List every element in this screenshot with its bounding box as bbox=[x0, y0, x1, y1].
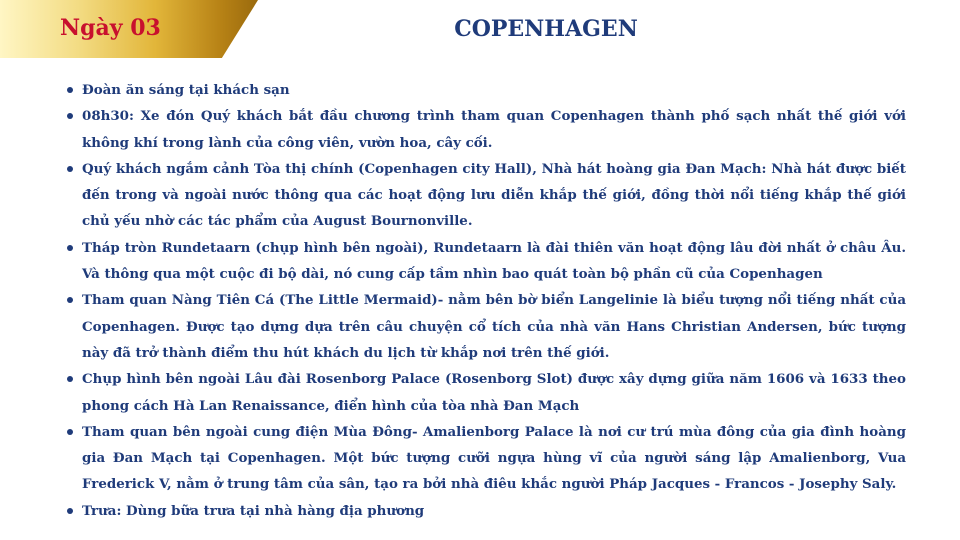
day-label: Ngày 03 bbox=[60, 15, 161, 41]
list-item-text: Tham quan Nàng Tiên Cá (The Little Mermaid)- nằm bên bờ biển Langelinie là biểu tượng nổi tiếng nhất của Copenhagen. Được tạo dựng dựa trên câu chuyện cổ tích của nhà văn Hans Christian Andersen, bức tượng này đã trở thành điểm thu hút khách du lịch từ khắp nơi trên thế giới. bbox=[82, 292, 906, 361]
page-title: COPENHAGEN bbox=[454, 16, 638, 42]
bullet-icon bbox=[67, 376, 73, 382]
list-item-text: Chụp hình bên ngoài Lâu đài Rosenborg Palace (Rosenborg Slot) được xây dựng giữa năm 1606 và 1633 theo phong cách Hà Lan Renaissance, điển hình của tòa nhà Đan Mạch bbox=[82, 371, 906, 414]
bullet-icon bbox=[67, 113, 73, 119]
bullet-icon bbox=[67, 245, 73, 251]
list-item-text: 08h30: Xe đón Quý khách bắt đầu chương trình tham quan Copenhagen thành phố sạch nhất thế giới với không khí trong lành của công viên, vườn hoa, cây cối. bbox=[82, 108, 906, 151]
list-item-text: Đoàn ăn sáng tại khách sạn bbox=[82, 82, 290, 98]
bullet-icon bbox=[67, 166, 73, 172]
list-item-text: Tham quan bên ngoài cung điện Mùa Đông- Amalienborg Palace là nơi cư trú mùa đông của gia đình hoàng gia Đan Mạch tại Copenhagen. Một bức tượng cưỡi ngựa hùng vĩ của người sáng lập Amalienborg, Vua Frederick V, nằm ở trung tâm của sân, tạo ra bởi nhà điêu khắc người Pháp Jacques - Francos - Josephy Saly. bbox=[82, 423, 906, 493]
list-item bbox=[64, 287, 906, 366]
bullet-icon bbox=[67, 87, 73, 93]
list-item-text: Trưa: Dùng bữa trưa tại nhà hàng địa phương bbox=[82, 502, 425, 519]
list-item bbox=[64, 498, 906, 524]
bullet-icon bbox=[67, 429, 73, 435]
list-item bbox=[64, 419, 906, 498]
list-item-text: Tháp tròn Rundetaarn (chụp hình bên ngoài), Rundetaarn là đài thiên văn hoạt động lâu đời nhất ở châu Âu. Và thông qua một cuộc đi bộ dài, nó cung cấp tầm nhìn bao quát toàn bộ phần cũ của Copenhagen bbox=[82, 239, 906, 283]
itinerary-list bbox=[64, 77, 906, 524]
list-item bbox=[64, 77, 906, 103]
itinerary-content bbox=[64, 77, 906, 524]
list-item-text: Quý khách ngắm cảnh Tòa thị chính (Copenhagen city Hall), Nhà hát hoàng gia Đan Mạch: Nhà hát được biết đến trong và ngoài nước thông qua các hoạt động lưu diễn khắp thế giới, đồng thời nổi tiếng khắp thế giới chủ yếu nhờ các tác phẩm của August Bournonville. bbox=[82, 160, 906, 230]
list-item bbox=[64, 156, 906, 235]
bullet-icon bbox=[67, 297, 73, 303]
list-item bbox=[64, 366, 906, 419]
list-item bbox=[64, 235, 906, 288]
list-item bbox=[64, 103, 906, 156]
bullet-icon bbox=[67, 508, 73, 514]
